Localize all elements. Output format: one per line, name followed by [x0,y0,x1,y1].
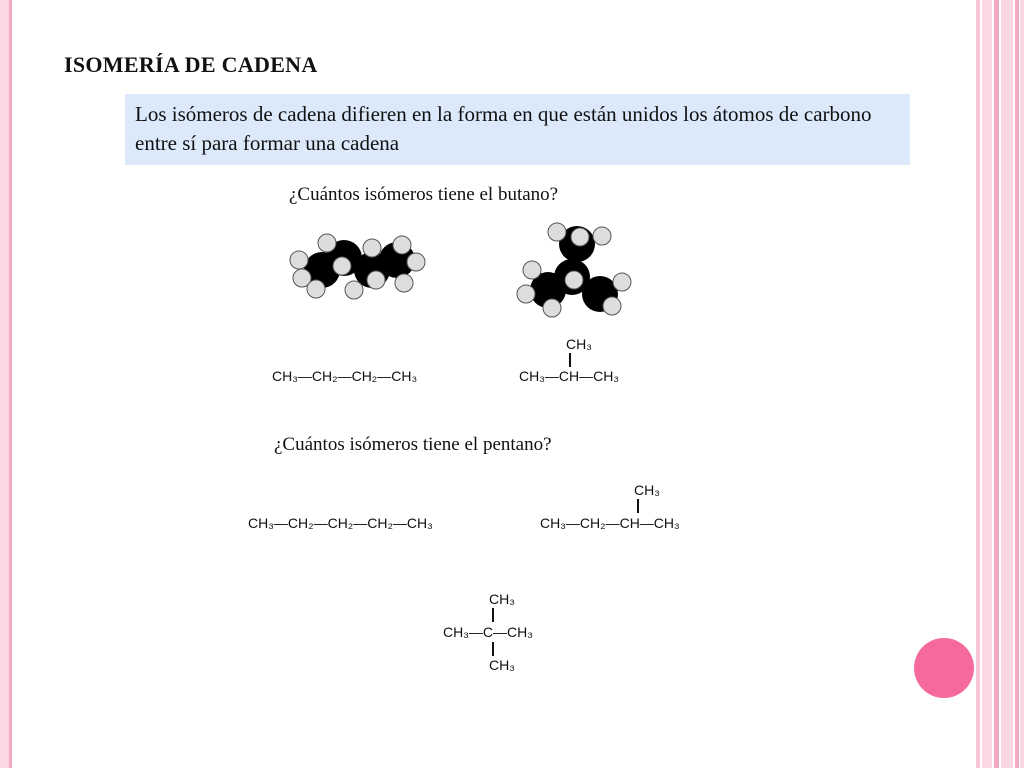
isopentane-branch: CH₃ [634,482,660,498]
n-pentane-formula: CH₃—CH₂—CH₂—CH₂—CH₃ [248,515,433,531]
isopentane-formula: CH₃—CH₂—CH—CH₃ [540,515,680,531]
isobutane-formula: CH₃—CH—CH₃ [519,368,620,384]
definition-text: Los isómeros de cadena difieren en la forma en que están unidos los átomos de carbono entre sí para formar una cadena [135,102,872,155]
left-border-decoration [0,0,12,768]
neopentane-bottom-branch: CH₃ [489,657,515,673]
right-border-decoration [976,0,1024,768]
question-butane: ¿Cuántos isómeros tiene el butano? [289,184,559,205]
neopentane-formula: CH₃—C—CH₃ [443,624,533,640]
question-pentane: ¿Cuántos isómeros tiene el pentano? [274,434,552,455]
isobutane-ball-model [512,222,632,322]
definition-box [125,94,910,165]
n-butane-formula: CH₃—CH₂—CH₂—CH₃ [272,368,418,384]
neopentane-bottom-bond [492,642,494,656]
slide-title: ISOMERÍA DE CADENA [64,52,318,77]
neopentane-top-branch: CH₃ [489,591,515,607]
isobutane-bond [569,353,571,367]
isobutane-branch: CH₃ [566,336,592,352]
decorative-pink-circle [914,638,974,698]
neopentane-top-bond [492,608,494,622]
n-butane-ball-model [282,228,432,308]
isopentane-bond [637,499,639,513]
